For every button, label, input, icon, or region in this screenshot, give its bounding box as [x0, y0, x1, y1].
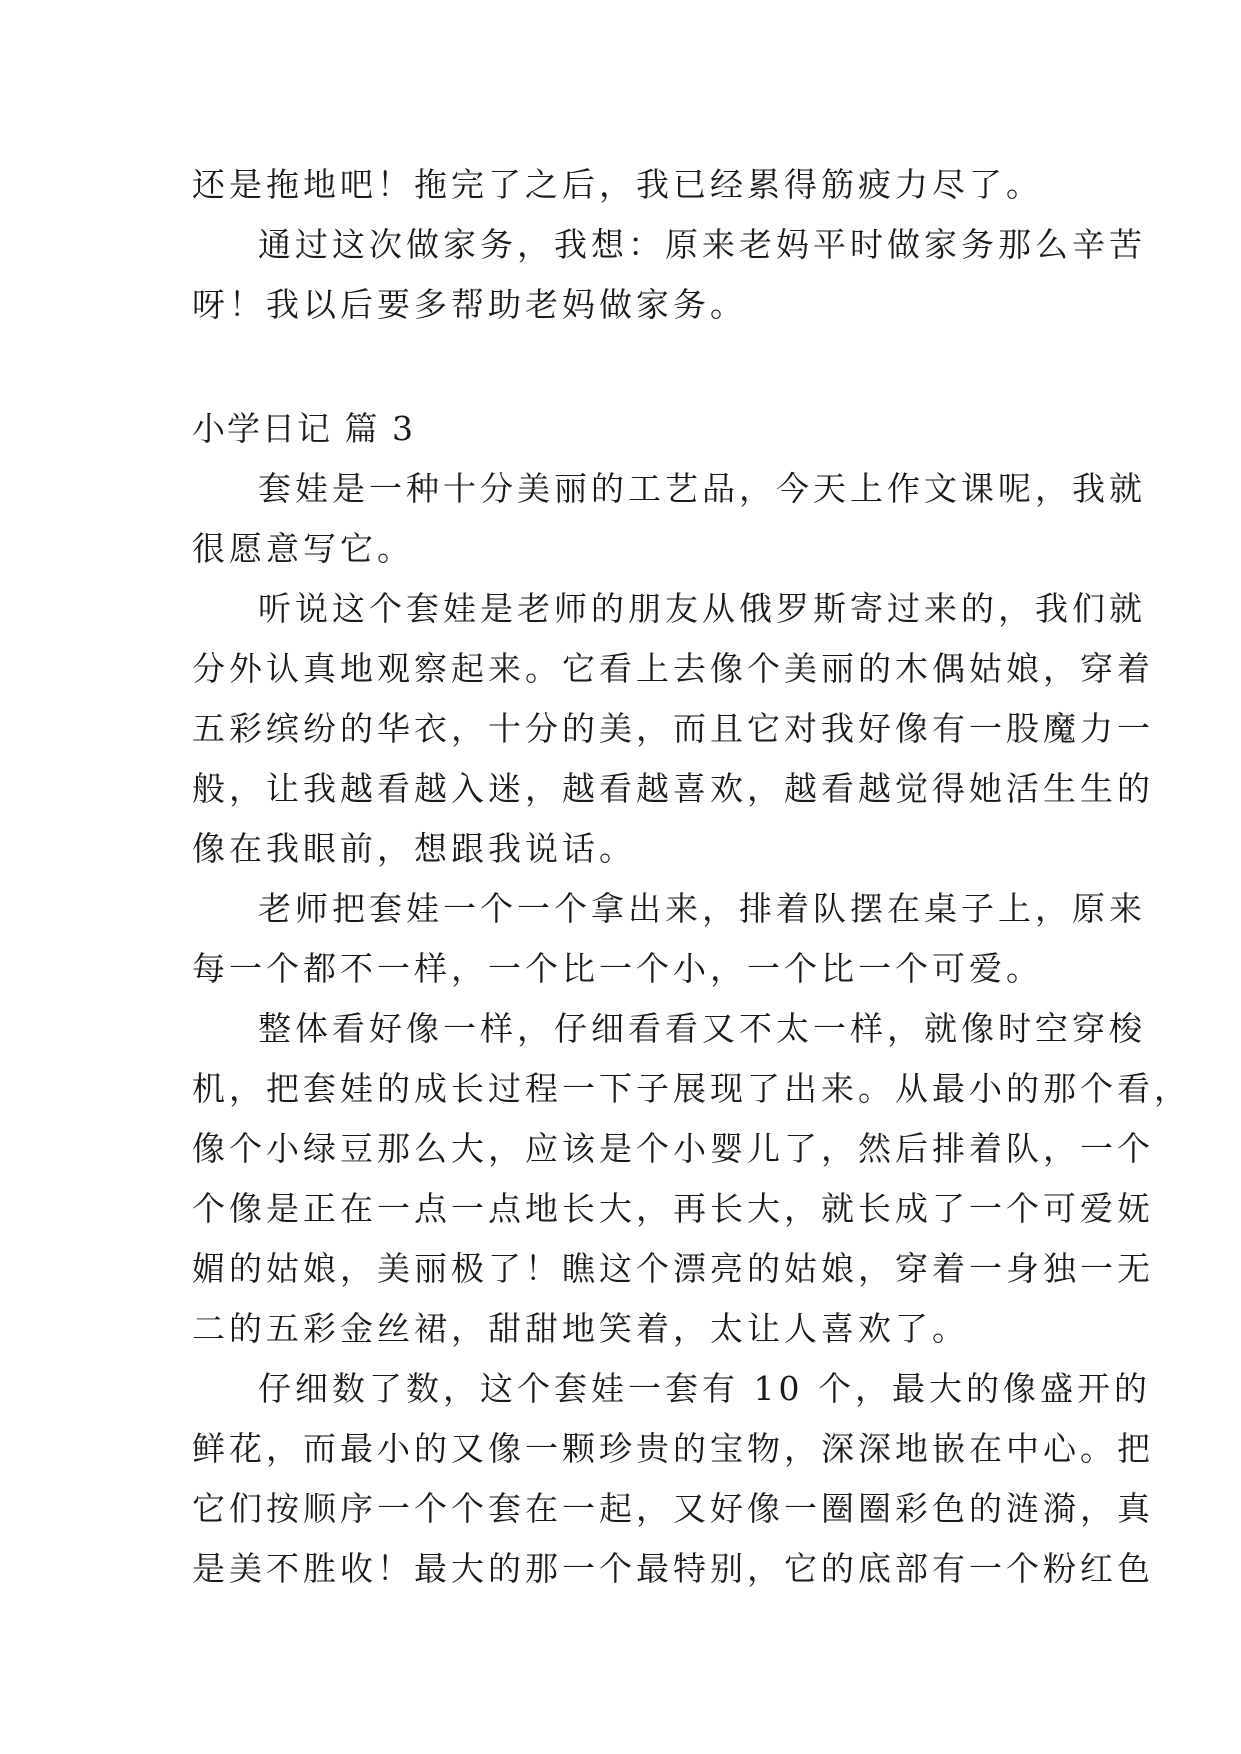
paragraph-line: 五彩缤纷的华衣，十分的美，而且它对我好像有一股魔力一: [192, 709, 1154, 748]
paragraph-line: 分外认真地观察起来。它看上去像个美丽的木偶姑娘，穿着: [192, 649, 1154, 688]
paragraph-line: 很愿意写它。: [192, 529, 414, 568]
previous-section-ending: [192, 155, 1146, 335]
paragraph-line: 鲜花，而最小的又像一颗珍贵的宝物，深深地嵌在中心。把: [192, 1429, 1154, 1468]
paragraph-3: [192, 879, 1146, 999]
paragraph-1: [192, 459, 1146, 579]
paragraph-line: 机，把套娃的成长过程一下子展现了出来。从最小的那个看，: [192, 1069, 1191, 1108]
paragraph-line: 还是拖地吧！拖完了之后，我已经累得筋疲力尽了。: [192, 165, 1043, 204]
paragraph-line: 个像是正在一点一点地长大，再长大，就长成了一个可爱妩: [192, 1189, 1154, 1228]
paragraph-line: 二的五彩金丝裙，甜甜地笑着，太让人喜欢了。: [192, 1309, 969, 1348]
paragraph-line: 整体看好像一样，仔细看看又不太一样，就像时空穿梭: [258, 1009, 1146, 1048]
paragraph-line: 仔细数了数，这个套娃一套有 10 个，最大的像盛开的: [258, 1369, 1151, 1408]
paragraph-line: 是美不胜收！最大的那一个最特别，它的底部有一个粉红色: [192, 1549, 1154, 1588]
paragraph-line: 听说这个套娃是老师的朋友从俄罗斯寄过来的，我们就: [258, 589, 1146, 628]
paragraph-line: 媚的姑娘，美丽极了！瞧这个漂亮的姑娘，穿着一身独一无: [192, 1249, 1154, 1288]
section-heading: 小学日记 篇 3: [192, 409, 415, 448]
paragraph-line: 般，让我越看越入迷，越看越喜欢，越看越觉得她活生生的: [192, 769, 1154, 808]
paragraph-line: 像在我眼前，想跟我说话。: [192, 829, 636, 868]
paragraph-line: 呀！我以后要多帮助老妈做家务。: [192, 285, 747, 324]
paragraph-4: [192, 999, 1191, 1359]
paragraph-line: 它们按顺序一个个套在一起，又好像一圈圈彩色的涟漪，真: [192, 1489, 1154, 1528]
paragraph-5: [192, 1359, 1154, 1599]
section-spacer: [192, 335, 1058, 399]
document-page: [192, 155, 1191, 1599]
paragraph-2: [192, 579, 1154, 879]
paragraph-line: 老师把套娃一个一个拿出来，排着队摆在桌子上，原来: [258, 889, 1146, 928]
paragraph-line: 通过这次做家务，我想：原来老妈平时做家务那么辛苦: [258, 225, 1146, 264]
paragraph-line: 每一个都不一样，一个比一个小，一个比一个可爱。: [192, 949, 1043, 988]
paragraph-line: 套娃是一种十分美丽的工艺品，今天上作文课呢，我就: [258, 469, 1146, 508]
diary-entry-3: [192, 399, 1191, 1599]
paragraph-line: 像个小绿豆那么大，应该是个小婴儿了，然后排着队，一个: [192, 1129, 1154, 1168]
